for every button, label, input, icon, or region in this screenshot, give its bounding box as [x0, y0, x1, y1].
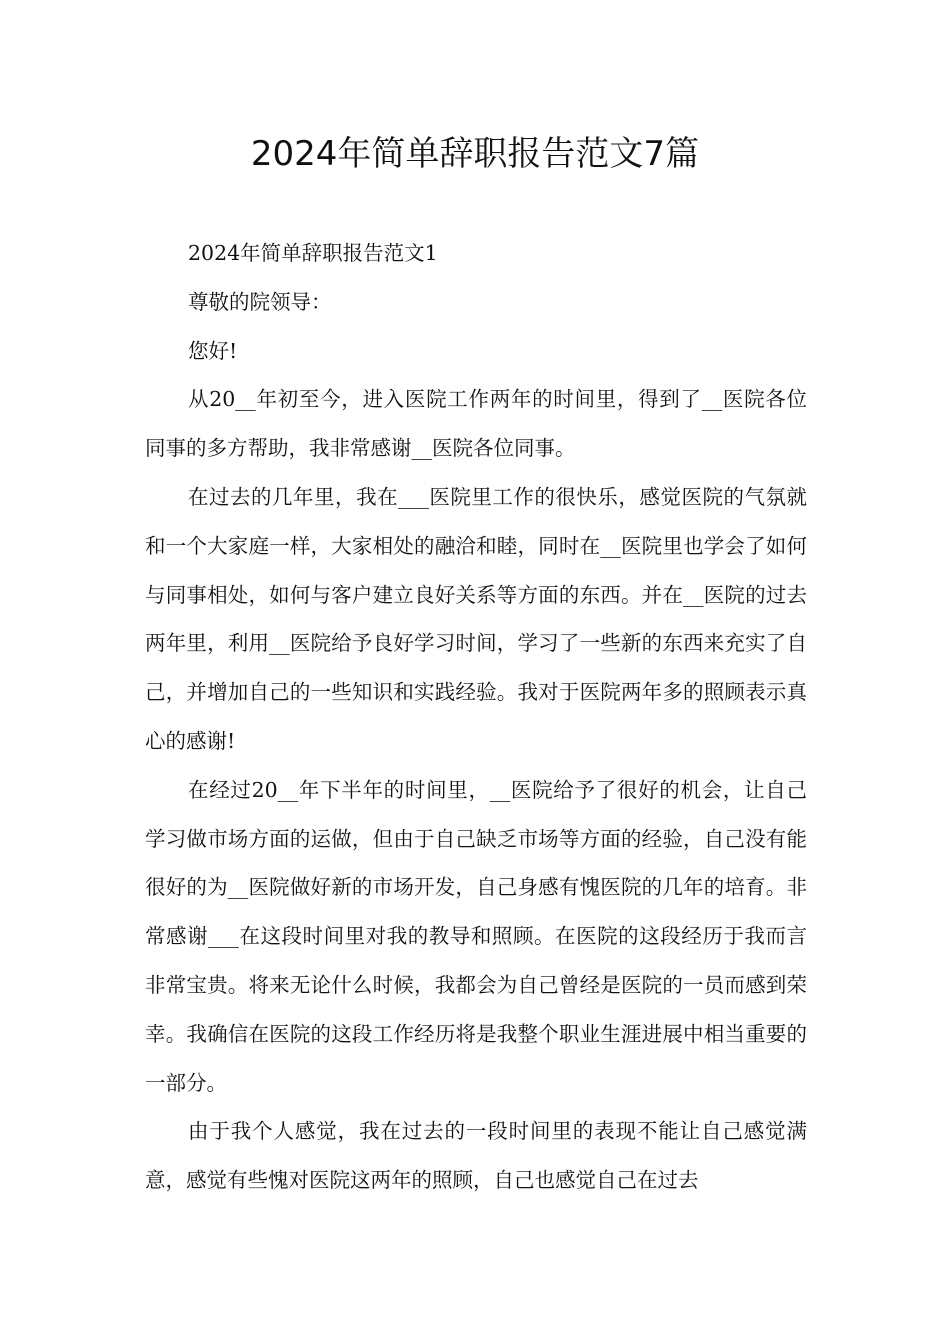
document-title: 2024年简单辞职报告范文7篇: [250, 134, 700, 174]
paragraph: 在经过20__年下半年的时间里，__医院给予了很好的机会，让自己学习做市场方面的运做，但由于自己缺乏市场等方面的经验，自己没有能很好的为__医院做好新的市场开发，自己身感有愧医院的几年的培育。非常感谢___在这段时间里对我的教导和照顾。在医院的这段经历于我而言非常宝贵。将来无论什么时候，我都会为自己曾经是医院的一员而感到荣幸。我确信在医院的这段工作经历将是我整个职业生涯进展中相当重要的一部分。: [145, 777, 807, 1095]
paragraph-salutation: 尊敬的院领导：: [188, 289, 332, 314]
paragraph: 从20__年初至今，进入医院工作两年的时间里，得到了__医院各位同事的多方帮助，我非常感谢__医院各位同事。: [145, 387, 807, 461]
paragraph-greeting: 您好!: [188, 338, 238, 363]
paragraph-subtitle: 2024年简单辞职报告范文1: [188, 241, 438, 265]
document-body: [145, 229, 807, 1205]
paragraph: 在过去的几年里，我在___医院里工作的很快乐，感觉医院的气氛就和一个大家庭一样，大家相处的融洽和睦，同时在__医院里也学会了如何与同事相处，如何与客户建立良好关系等方面的东西。并在__医院的过去两年里，利用__医院给予良好学习时间，学习了一些新的东西来充实了自己，并增加自己的一些知识和实践经验。我对于医院两年多的照顾表示真心的感谢!: [145, 484, 807, 753]
paragraph: 由于我个人感觉，我在过去的一段时间里的表现不能让自己感觉满意，感觉有些愧对医院这两年的照顾，自己也感觉自己在过去: [145, 1119, 807, 1193]
